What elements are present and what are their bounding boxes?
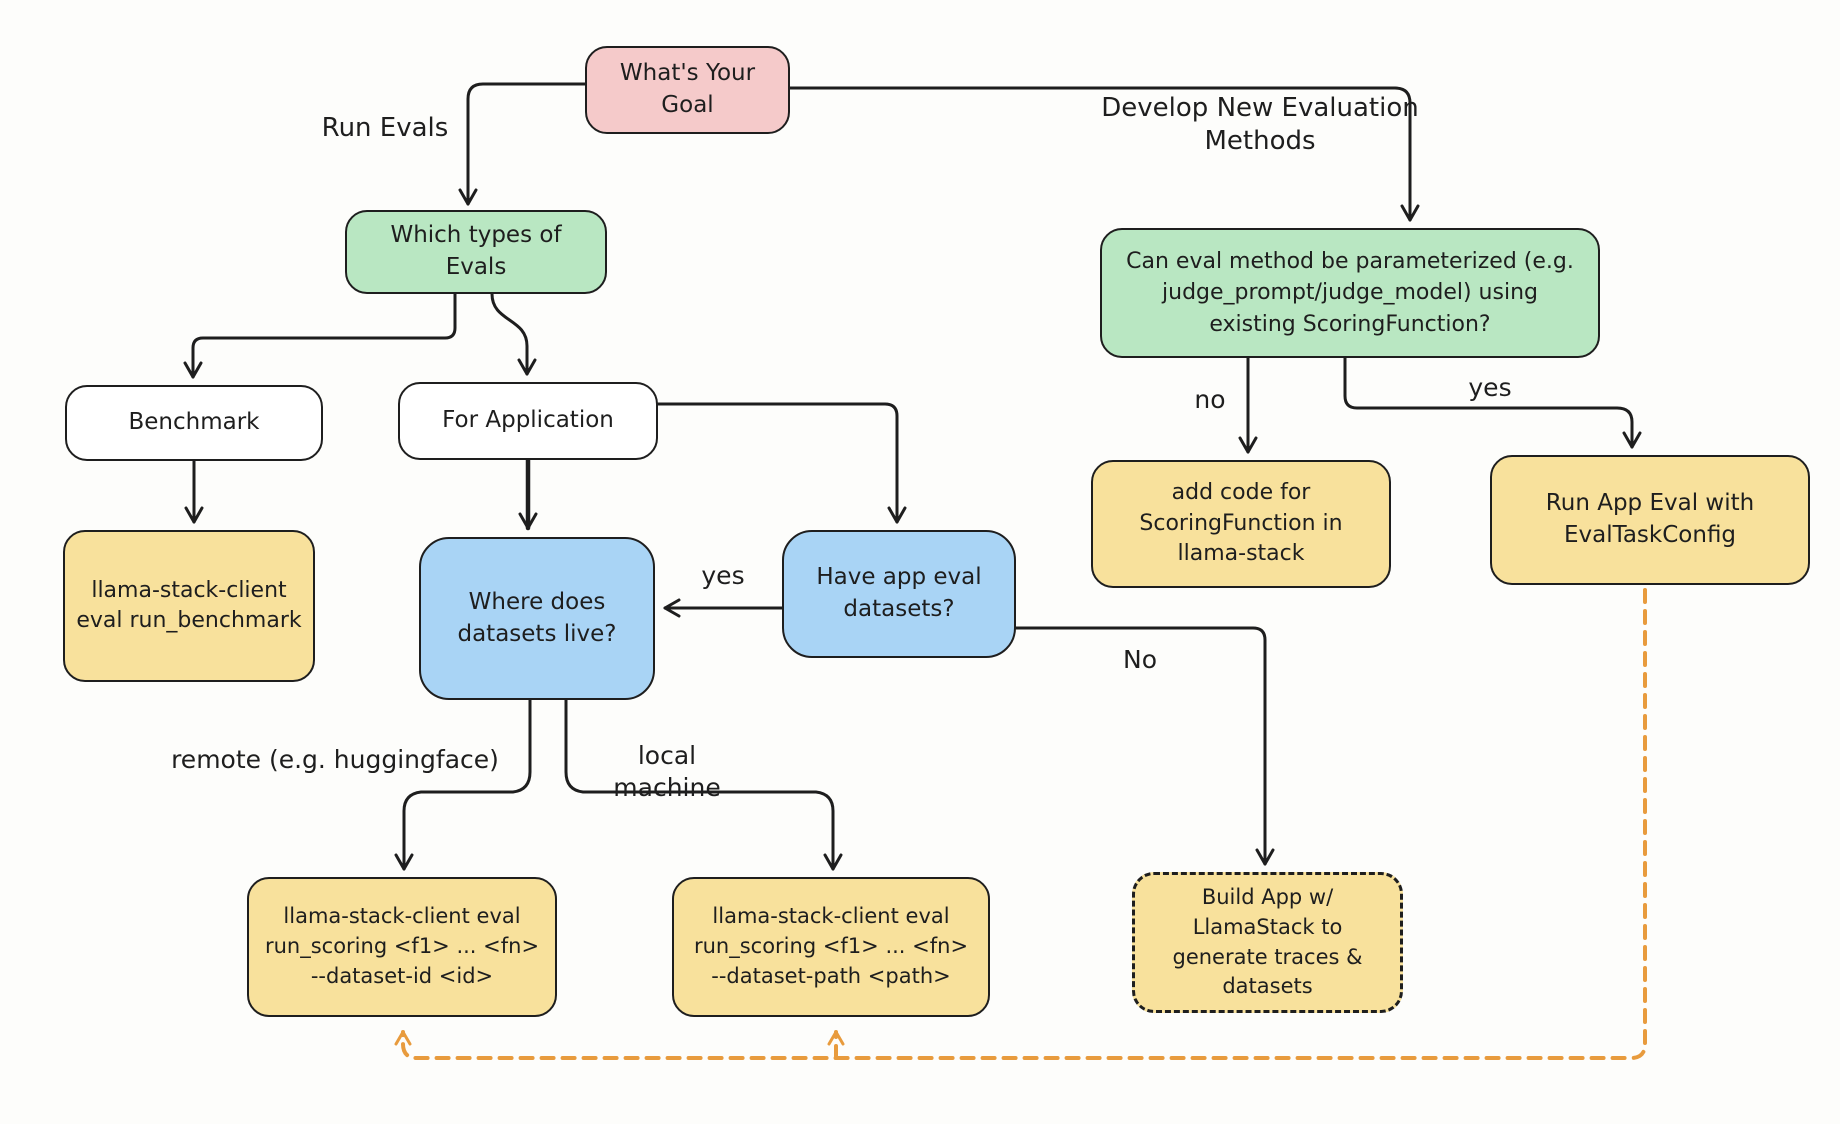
- label-local-machine: local machine: [613, 741, 721, 802]
- node-text-line: Where does: [468, 588, 606, 615]
- node-run-benchmark-command: [63, 530, 315, 682]
- node-text-line: --dataset-path <path>: [711, 963, 951, 988]
- label-yes-scoringfunction: yes: [1468, 373, 1512, 402]
- node-text-line: Benchmark: [128, 409, 260, 436]
- edge-types-benchmark: [193, 294, 455, 377]
- node-text-line: LlamaStack to: [1192, 914, 1343, 939]
- node-text-line: Which types of: [390, 222, 562, 249]
- node-text-line: Evals: [445, 254, 507, 280]
- edge-goal-run-evals: [468, 84, 585, 204]
- node-whats-your-goal: [585, 46, 790, 134]
- node-text-line: Run App Eval with: [1545, 490, 1755, 517]
- node-text-line: datasets live?: [457, 620, 617, 647]
- node-have-app-eval-datasets: [782, 530, 1016, 658]
- node-text-line: llama-stack-client eval: [712, 904, 950, 929]
- node-text-line: For Application: [442, 407, 614, 434]
- label-no-scoringfunction: no: [1194, 385, 1226, 414]
- node-text-line: run_scoring <f1> ... <fn>: [693, 934, 969, 959]
- node-text-line: run_scoring <f1> ... <fn>: [264, 934, 540, 959]
- label-remote-huggingface: remote (e.g. huggingface): [171, 745, 499, 774]
- node-text-line: eval run_benchmark: [76, 608, 302, 633]
- node-run-scoring-dataset-path-command: [672, 877, 990, 1017]
- edge-forapp-have-datasets: [658, 404, 897, 522]
- node-text-line: What's Your: [619, 60, 756, 87]
- node-text-line: judge_prompt/judge_model) using: [1162, 280, 1538, 306]
- node-run-app-eval-evaltaskconfig: [1490, 455, 1810, 585]
- node-text-line: Can eval method be parameterized (e.g.: [1126, 249, 1574, 275]
- node-text-line: datasets?: [843, 596, 955, 622]
- node-text-line: datasets: [1222, 974, 1313, 999]
- label-no-have-datasets: No: [1123, 645, 1157, 674]
- node-text-line: --dataset-id <id>: [310, 963, 494, 988]
- node-build-app-llamastack: [1132, 872, 1403, 1013]
- node-text-line: ScoringFunction in: [1139, 510, 1343, 536]
- node-text-line: llama-stack-client: [91, 577, 287, 603]
- label-text-line: Methods: [1204, 126, 1316, 157]
- node-which-types-of-evals: [345, 210, 607, 294]
- node-text-line: existing ScoringFunction?: [1209, 311, 1491, 337]
- label-run-evals: Run Evals: [321, 113, 449, 143]
- label-text-line: Develop New Evaluation: [1101, 93, 1419, 123]
- edge-where-remote-scoring-id: [404, 700, 530, 869]
- node-develop-parameterized-question: [1100, 228, 1600, 358]
- node-text-line: add code for: [1171, 480, 1311, 506]
- label-develop-new-methods: [1095, 92, 1425, 159]
- node-text-line: generate traces &: [1172, 944, 1363, 969]
- node-text-line: EvalTaskConfig: [1563, 522, 1737, 548]
- node-text-line: Have app eval: [816, 564, 982, 591]
- edge-types-for-application: [492, 294, 527, 374]
- node-run-scoring-dataset-id-command: [247, 877, 557, 1017]
- node-text-line: Build App w/: [1201, 884, 1334, 909]
- node-add-code-scoringfunction: [1091, 460, 1391, 588]
- node-where-does-datasets-live: [419, 537, 655, 700]
- node-text-line: Goal: [661, 92, 714, 118]
- node-benchmark: [65, 385, 323, 461]
- label-yes-have-datasets: yes: [701, 561, 745, 590]
- node-text-line: llama-stack: [1177, 541, 1305, 567]
- node-for-application: [398, 382, 658, 460]
- node-text-line: llama-stack-client eval: [283, 904, 521, 929]
